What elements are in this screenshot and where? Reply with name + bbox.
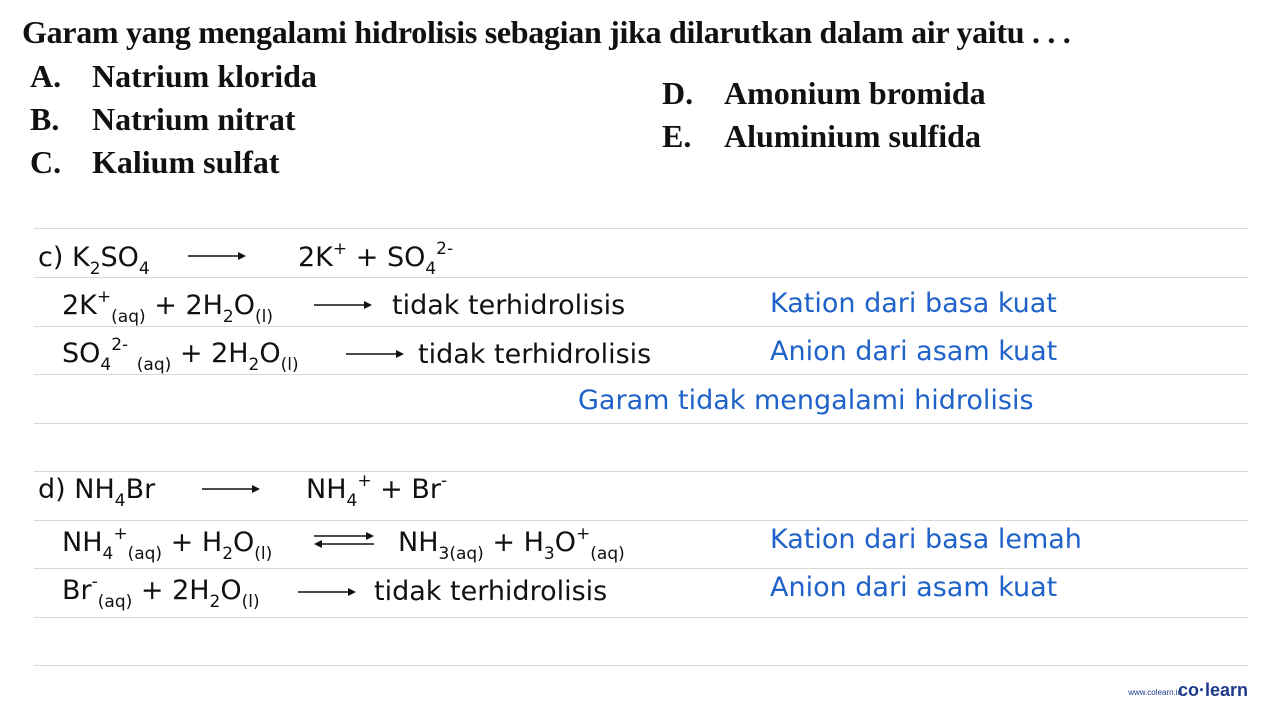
ruled-line — [34, 665, 1248, 666]
d-anion-note: Anion dari asam kuat — [770, 572, 1058, 603]
state: (l) — [254, 544, 273, 564]
ruled-line — [34, 374, 1248, 375]
product: 2K — [298, 242, 333, 273]
subscript: 4 — [100, 355, 112, 375]
water-o: O — [233, 290, 256, 321]
subscript: 4 — [102, 544, 114, 564]
c-anion-result: tidak terhidrolisis — [418, 339, 652, 370]
footer-url: www.colearn.id — [1128, 688, 1182, 697]
plus-sign: + — [380, 474, 403, 505]
right-arrow-icon — [314, 297, 374, 313]
d-equation-anion — [62, 572, 260, 612]
c-reactant: K — [71, 242, 90, 273]
option-letter: C. — [30, 144, 62, 180]
superscript: - — [441, 471, 448, 491]
c-reactant-part: SO — [100, 242, 139, 273]
right-arrow-icon — [202, 481, 262, 497]
option-c — [30, 144, 280, 181]
c-label: c) — [38, 242, 64, 273]
ruled-line — [34, 228, 1248, 229]
ruled-line — [34, 326, 1248, 327]
state: (aq) — [97, 592, 133, 612]
ion: 2K — [62, 290, 97, 321]
c-equation-anion — [62, 335, 299, 375]
subscript: 4 — [346, 491, 358, 511]
c-equation-dissociation — [38, 242, 150, 279]
plus-sign: + — [170, 527, 194, 558]
ion: NH — [62, 527, 103, 558]
state: (aq) — [136, 355, 172, 375]
equilibrium-arrow-icon — [312, 530, 376, 550]
option-b — [30, 101, 296, 138]
c-equation-cation — [62, 287, 274, 327]
ruled-line — [34, 520, 1248, 521]
option-text: Natrium nitrat — [92, 101, 296, 137]
option-text: Amonium bromida — [724, 75, 986, 111]
option-letter: A. — [30, 58, 62, 94]
c-cation-note: Kation dari basa kuat — [770, 288, 1057, 319]
option-text: Kalium sulfat — [92, 144, 280, 180]
water: 2H — [172, 575, 210, 606]
water: H — [201, 527, 223, 558]
superscript: + — [96, 287, 112, 307]
option-letter: E. — [662, 118, 692, 154]
state: (l) — [241, 592, 260, 612]
superscript: 2- — [111, 335, 129, 355]
ruled-line — [34, 277, 1248, 278]
c-conclusion: Garam tidak mengalami hidrolisis — [578, 385, 1034, 416]
d-cation-products — [398, 524, 625, 564]
state: (l) — [255, 307, 274, 327]
d-dissociation-products — [306, 471, 448, 511]
subscript: 4 — [425, 259, 437, 279]
option-e — [662, 118, 981, 155]
product: NH — [398, 527, 439, 558]
water-o: O — [220, 575, 242, 606]
subscript: 4 — [114, 491, 126, 511]
right-arrow-icon — [346, 346, 406, 362]
colearn-logo: co·learn — [1177, 680, 1248, 700]
ion: Br — [62, 575, 92, 606]
subscript: 2 — [222, 307, 234, 327]
product: Br — [411, 474, 442, 505]
subscript: 2 — [222, 544, 234, 564]
right-arrow-icon — [298, 584, 358, 600]
subscript: 2 — [248, 355, 260, 375]
water-o: O — [233, 527, 255, 558]
superscript: + — [357, 471, 372, 491]
state: (aq) — [127, 544, 163, 564]
superscript: + — [576, 524, 591, 544]
option-a — [30, 58, 317, 95]
plus-sign: + — [140, 575, 164, 606]
state: (aq) — [111, 307, 146, 327]
subscript: 3 — [543, 544, 555, 564]
ion: SO — [62, 338, 101, 369]
ruled-line — [34, 423, 1248, 424]
state: (l) — [280, 355, 299, 375]
d-equation-dissociation — [38, 474, 156, 511]
subscript: 2 — [89, 259, 101, 279]
c-anion-note: Anion dari asam kuat — [770, 336, 1058, 367]
d-equation-cation — [62, 524, 273, 564]
plus-sign: + — [154, 290, 177, 321]
option-letter: B. — [30, 101, 60, 137]
ruled-line — [34, 471, 1248, 472]
subscript: 4 — [138, 259, 150, 279]
subscript: 3(aq) — [438, 544, 484, 564]
superscript: - — [91, 572, 98, 592]
d-label: d) — [38, 474, 66, 505]
water: 2H — [211, 338, 249, 369]
right-arrow-icon — [188, 248, 248, 264]
c-cation-result: tidak terhidrolisis — [392, 290, 626, 321]
product: NH — [306, 474, 347, 505]
option-text: Natrium klorida — [92, 58, 317, 94]
product: H — [523, 527, 544, 558]
product-o: O — [554, 527, 577, 558]
d-cation-note: Kation dari basa lemah — [770, 524, 1082, 555]
d-reactant: NH — [74, 474, 115, 505]
d-anion-result: tidak terhidrolisis — [374, 576, 608, 607]
option-d — [662, 75, 986, 112]
c-dissociation-products — [298, 239, 454, 279]
superscript: 2- — [436, 239, 454, 259]
product: SO — [386, 242, 426, 273]
option-letter: D. — [662, 75, 694, 111]
option-text: Aluminium sulfida — [724, 118, 981, 154]
state: (aq) — [590, 544, 625, 564]
water: 2H — [185, 290, 223, 321]
superscript: + — [113, 524, 128, 544]
question-text: Garam yang mengalami hidrolisis sebagian jika dilarutkan dalam air yaitu . . . — [22, 14, 1071, 50]
ruled-line — [34, 617, 1248, 618]
ruled-line — [34, 568, 1248, 569]
plus-sign: + — [492, 527, 516, 558]
plus-sign: + — [355, 242, 379, 273]
plus-sign: + — [179, 338, 203, 369]
water-o: O — [259, 338, 281, 369]
subscript: 2 — [209, 592, 221, 612]
d-reactant-part: Br — [125, 474, 156, 505]
superscript: + — [332, 239, 348, 259]
